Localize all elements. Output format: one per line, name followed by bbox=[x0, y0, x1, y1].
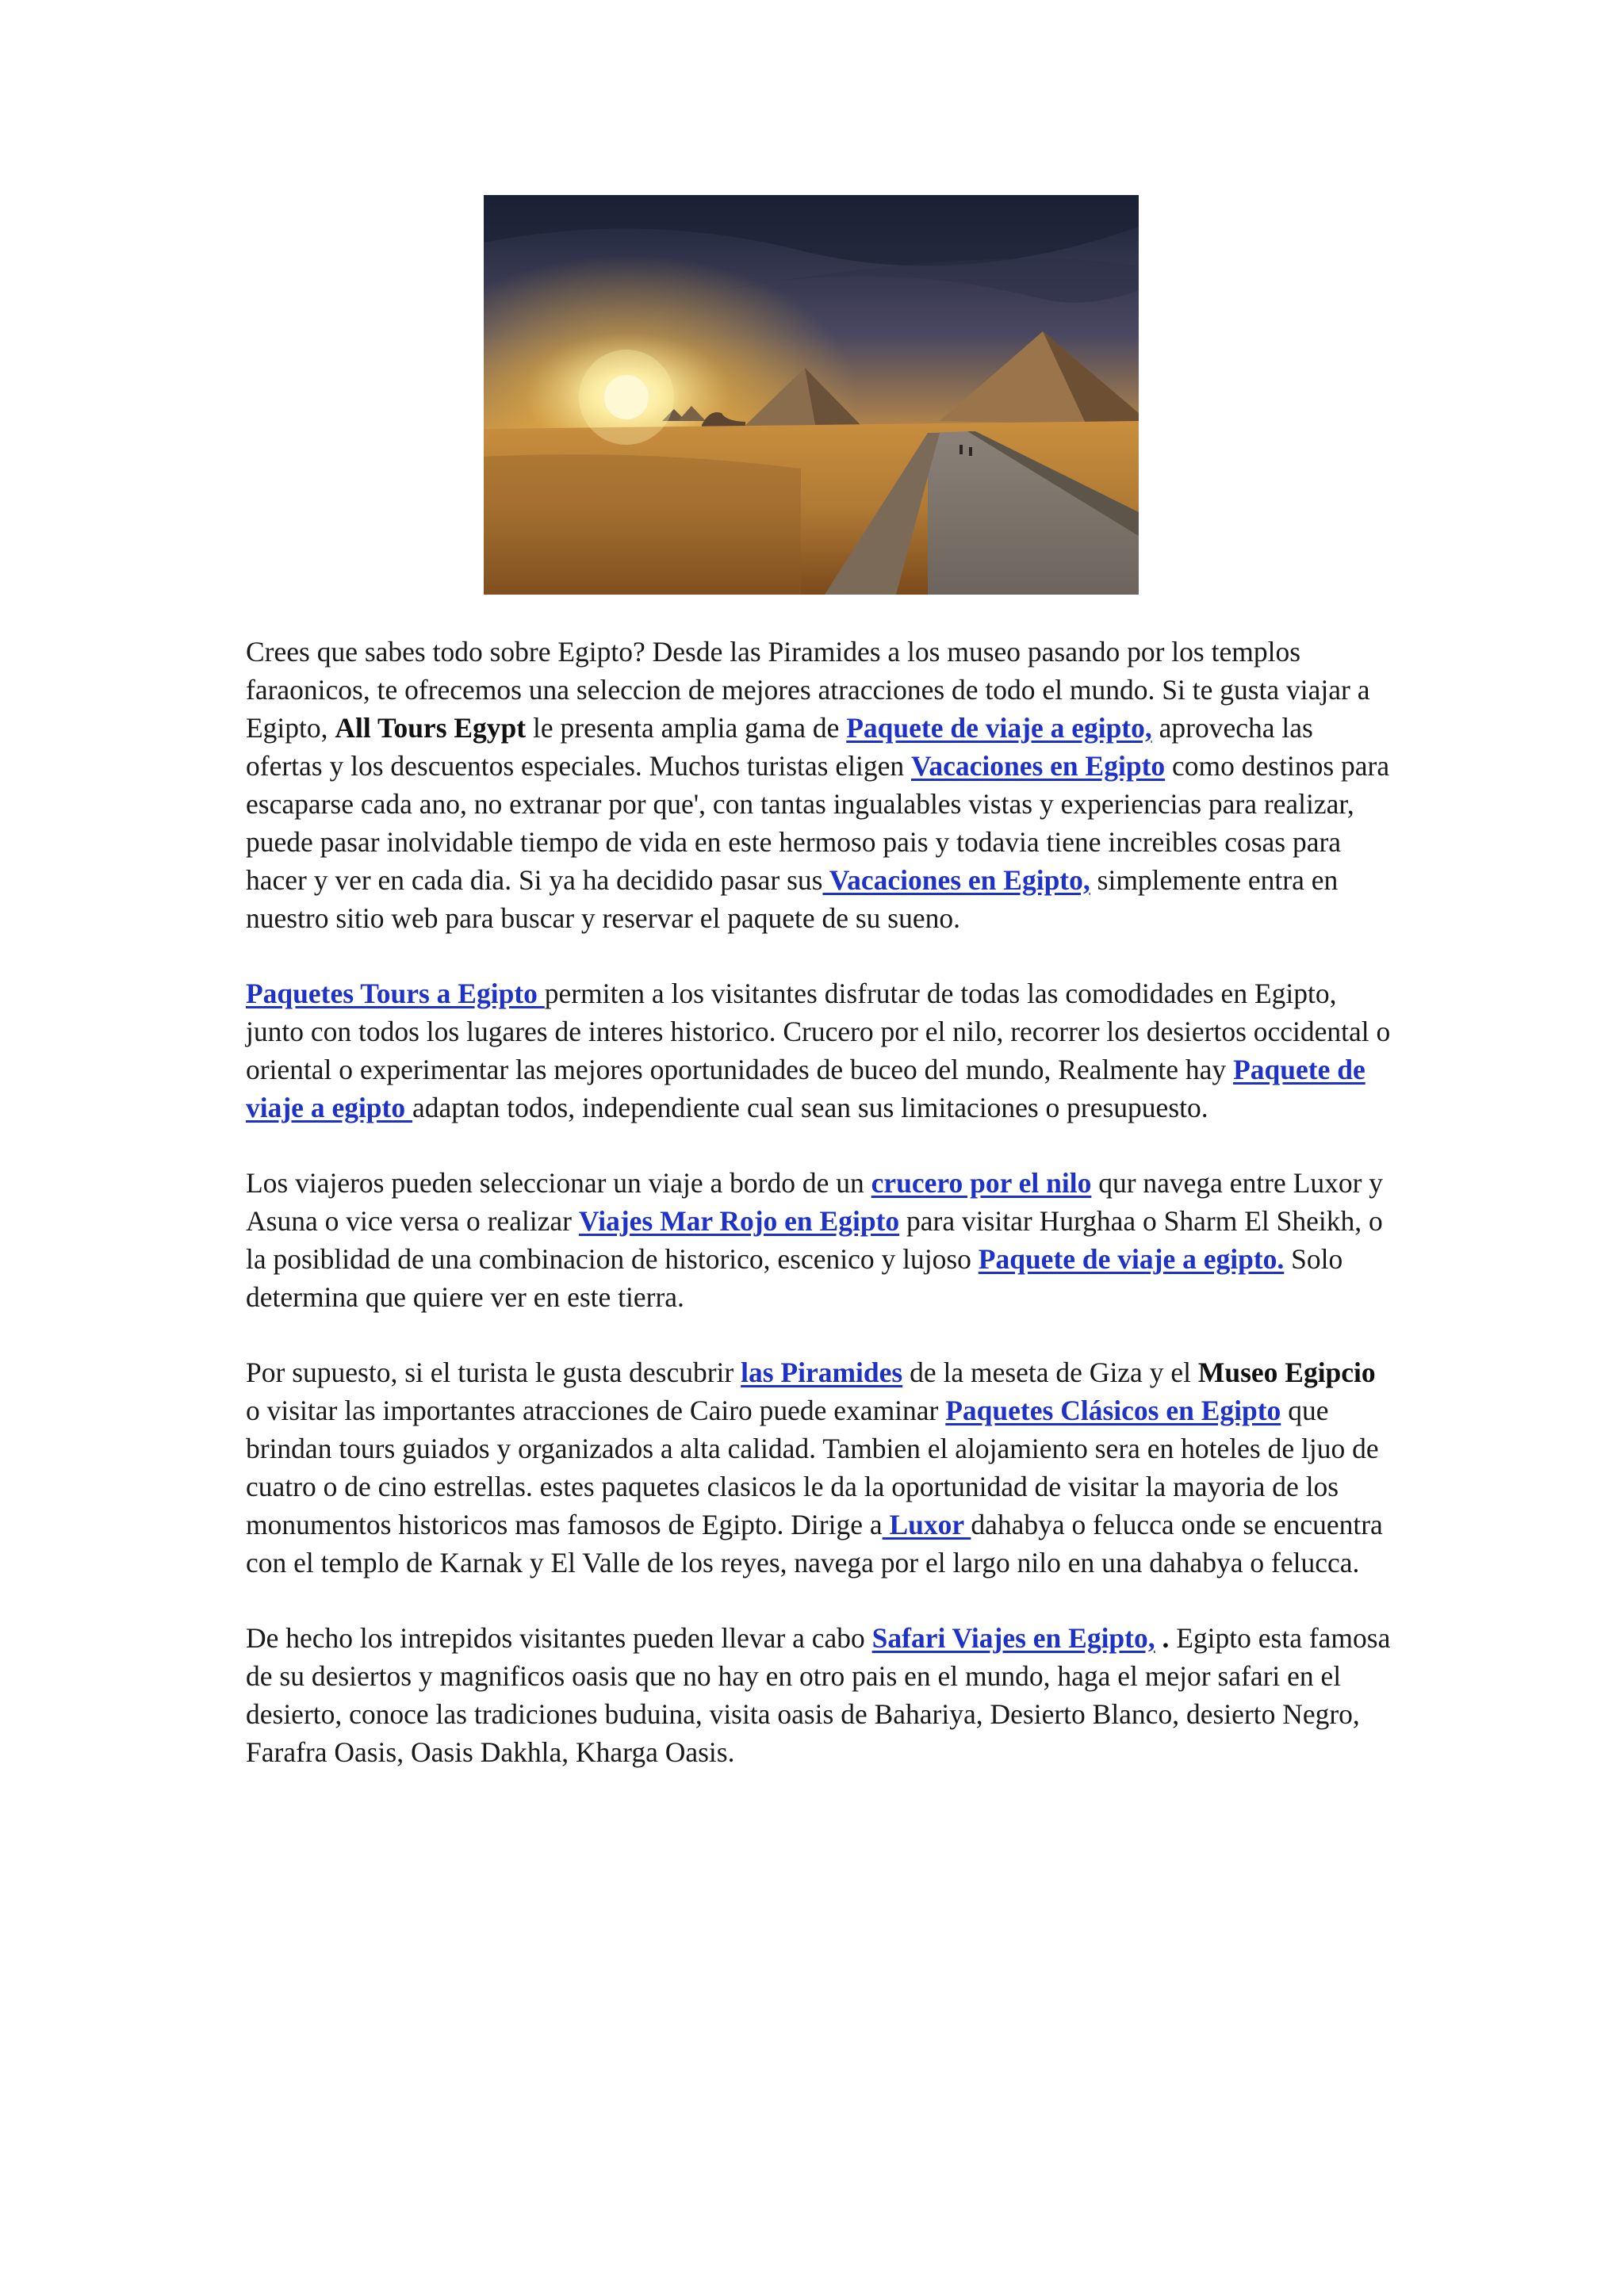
museo-egipcio: Museo Egipcio bbox=[1197, 1357, 1376, 1388]
text: Crees que sabes todo sobre Egipto? Desde las Piramides a los museo pasando por los templos faraonicos, te ofrecemos una seleccion de mejores atracciones de todo el mundo. Si te gusta viajar a Egipto, bbox=[246, 636, 1370, 744]
link-safari-viajes[interactable]: Safari Viajes en Egipto, bbox=[871, 1622, 1155, 1654]
text: dahabya o felucca onde se encuentra con el templo de Karnak y El Valle de los reyes, navega por el largo nilo en una dahabya o felucca. bbox=[246, 1509, 1383, 1578]
bold-period: . bbox=[1162, 1622, 1170, 1654]
paragraph-cruceros bbox=[246, 1164, 1396, 1316]
text: como destinos para escaparse cada ano, no extranar por que', con tantas ingualables vistas y experiencias para realizar, puede pasar inolvidable tiempo de vida en este hermoso pais y todavia tiene increibles cosas para hacer y ver en cada dia. Si ya ha decidido pasar sus bbox=[246, 750, 1390, 896]
text: o visitar las importantes atracciones de Cairo puede examinar bbox=[246, 1395, 946, 1426]
paragraph-intro bbox=[246, 633, 1396, 937]
text: le presenta amplia gama de bbox=[526, 712, 847, 744]
link-crucero-nilo[interactable]: crucero por el nilo bbox=[871, 1167, 1092, 1199]
link-paquetes-tours-egipto[interactable]: Paquetes Tours a Egipto bbox=[246, 978, 545, 1009]
text: De hecho los intrepidos visitantes pueden llevar a cabo bbox=[246, 1622, 872, 1654]
article-body bbox=[246, 633, 1396, 1771]
text: aprovecha las ofertas y los descuentos especiales. Muchos turistas eligen bbox=[246, 712, 1313, 782]
link-vacaciones-egipto-2[interactable]: Vacaciones en Egipto, bbox=[822, 864, 1090, 896]
text: Egipto esta famosa de su desiertos y magnificos oasis que no hay en otro pais en el mundo, haga el mejor safari en el desierto, conoce las tradiciones buduina, visita oasis de Bahariya, Desierto Blanco, desierto Negro, Farafra Oasis, Oasis Dakhla, Kharga Oasis. bbox=[246, 1622, 1391, 1768]
text: Solo determina que quiere ver en este tierra. bbox=[246, 1243, 1343, 1313]
text: que brindan tours guiados y organizados a alta calidad. Tambien el alojamiento sera en hoteles de ljuo de cuatro o de cino estrellas. estes paquetes clasicos le da la oportunidad de visitar la mayoria de los monumentos historicos mas famosos de Egipto. Dirige a bbox=[246, 1395, 1379, 1540]
text: adaptan todos, independiente cual sean sus limitaciones o presupuesto. bbox=[412, 1092, 1208, 1123]
text: qur navega entre Luxor y Asuna o vice versa o realizar bbox=[246, 1167, 1384, 1237]
text: permiten a los visitantes disfrutar de todas las comodidades en Egipto, junto con todos los lugares de interes historico. Crucero por el nilo, recorrer los desiertos occidental o oriental o experimentar las mejores oportunidades de buceo del mundo, Realmente hay bbox=[246, 978, 1391, 1085]
link-vacaciones-egipto[interactable]: Vacaciones en Egipto bbox=[910, 750, 1166, 782]
text: simplemente entra en nuestro sitio web para buscar y reservar el paquete de su sueno. bbox=[246, 864, 1339, 934]
link-paquete-viaje-egipto[interactable]: Paquete de viaje a egipto, bbox=[846, 712, 1152, 744]
link-viajes-mar-rojo[interactable]: Viajes Mar Rojo en Egipto bbox=[578, 1205, 900, 1237]
text: Por supuesto, si el turista le gusta descubrir bbox=[246, 1357, 741, 1388]
link-paquete-viaje-egipto-2[interactable]: Paquete de viaje a egipto bbox=[246, 1054, 1365, 1123]
text: de la meseta de Giza y el bbox=[902, 1357, 1198, 1388]
link-paquete-viaje-egipto-3[interactable]: Paquete de viaje a egipto. bbox=[978, 1243, 1285, 1275]
paragraph-tours bbox=[246, 974, 1396, 1127]
hero-image-pyramids-sunset bbox=[484, 195, 1139, 595]
link-las-piramides[interactable]: las Piramides bbox=[741, 1357, 903, 1388]
pyramids-photo bbox=[484, 195, 1139, 595]
text bbox=[1155, 1622, 1162, 1654]
link-paquetes-clasicos[interactable]: Paquetes Clásicos en Egipto bbox=[945, 1395, 1281, 1426]
link-luxor[interactable]: Luxor bbox=[882, 1509, 971, 1540]
brand-name: All Tours Egypt bbox=[335, 712, 527, 744]
paragraph-safari bbox=[246, 1619, 1396, 1771]
text: Los viajeros pueden seleccionar un viaje a bordo de un bbox=[246, 1167, 871, 1199]
paragraph-piramides bbox=[246, 1353, 1396, 1582]
text: para visitar Hurghaa o Sharm El Sheikh, o la posiblidad de una combinacion de historico, escenico y lujoso bbox=[246, 1205, 1383, 1275]
